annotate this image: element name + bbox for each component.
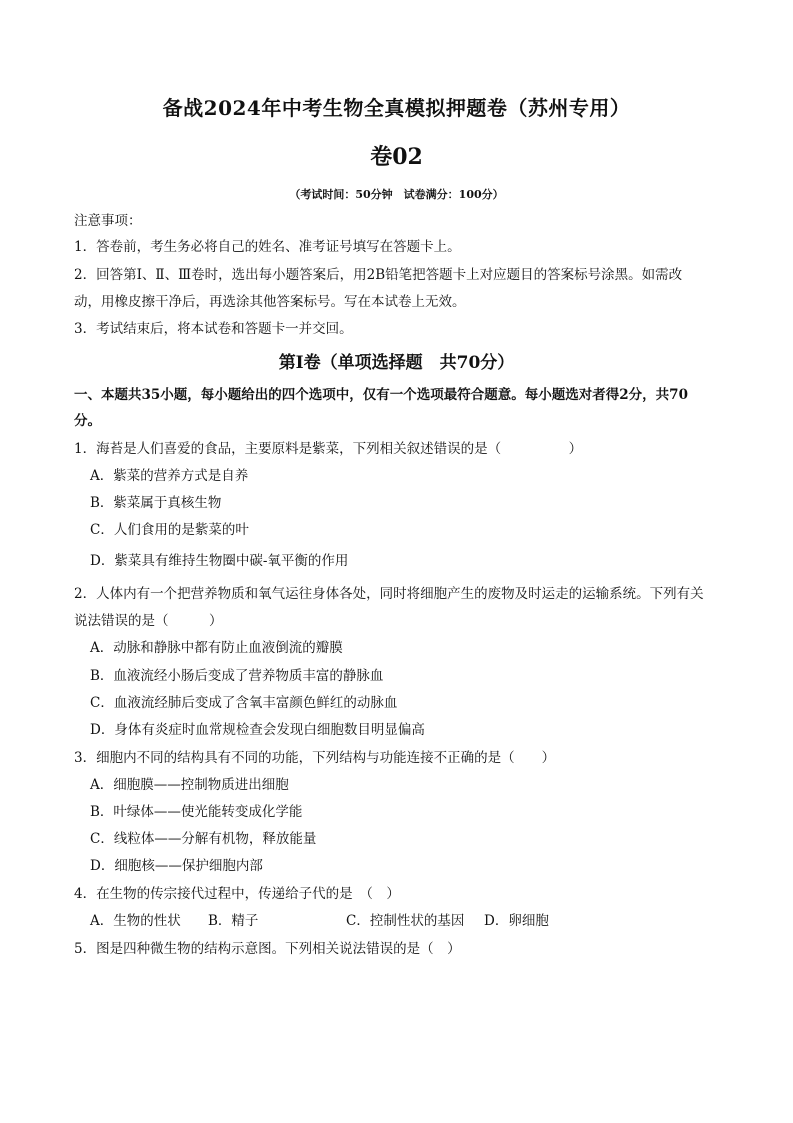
section-instructions: 一、本题共35小题，每小题给出的四个选项中，仅有一个选项最符合题意。每小题选对者得2分，共70: [74, 387, 688, 403]
question-2-option-d: D．身体有炎症时血常规检查会发现白细胞数目明显偏高: [90, 722, 425, 738]
question-1-stem: 1．海苔是人们喜爱的食品，主要原料是紫菜，下列相关叙述错误的是（ ）: [74, 441, 583, 457]
question-1-option-d: D．紫菜具有维持生物圈中碳-氧平衡的作用: [90, 553, 349, 569]
page-title: 备战2024年中考生物全真模拟押题卷（苏州专用）: [162, 96, 631, 120]
question-4-option-d: D．卵细胞: [484, 913, 549, 929]
question-4-option-c: C．控制性状的基因: [346, 913, 465, 929]
question-3-stem: 3．细胞内不同的结构具有不同的功能，下列结构与功能连接不正确的是（ ）: [74, 750, 556, 766]
question-3-option-d: D．细胞核——保护细胞内部: [90, 858, 263, 874]
question-3-option-c: C．线粒体——分解有机物，释放能量: [90, 831, 317, 847]
notes-heading: 注意事项：: [74, 213, 142, 229]
question-3-option-b: B．叶绿体——使光能转变成化学能: [90, 804, 303, 820]
section-title: 第Ⅰ卷（单项选择题 共70分）: [278, 353, 515, 373]
question-5-stem: 5．图是四种微生物的结构示意图。下列相关说法错误的是（ ）: [74, 941, 461, 957]
question-1-option-b: B．紫菜属于真核生物: [90, 495, 222, 511]
page-subtitle: 卷02: [370, 144, 423, 170]
note-item: 1．答卷前，考生务必将自己的姓名、准考证号填写在答题卡上。: [74, 239, 461, 255]
question-4-option-a: A．生物的性状: [90, 913, 181, 929]
question-1-option-a: A．紫菜的营养方式是自养: [90, 468, 249, 484]
question-4-option-b: B．精子: [208, 913, 259, 929]
question-2-option-a: A．动脉和静脉中都有防止血液倒流的瓣膜: [90, 640, 343, 656]
question-2-stem: 说法错误的是（ ）: [74, 613, 223, 629]
note-item: 2．回答第Ⅰ、Ⅱ、Ⅲ卷时，选出每小题答案后，用2B铅笔把答题卡上对应题目的答案标号涂黑。如需改: [74, 267, 683, 283]
question-4-stem: 4．在生物的传宗接代过程中，传递给子代的是 （ ）: [74, 886, 400, 902]
question-1-option-c: C．人们食用的是紫菜的叶: [90, 522, 249, 538]
question-2-stem: 2．人体内有一个把营养物质和氧气运往身体各处，同时将细胞产生的废物及时运走的运输系统。下列有关: [74, 586, 704, 602]
note-item: 动，用橡皮擦干净后，再选涂其他答案标号。写在本试卷上无效。: [74, 294, 466, 310]
note-item: 3．考试结束后，将本试卷和答题卡一并交回。: [74, 321, 353, 337]
question-3-option-a: A．细胞膜——控制物质进出细胞: [90, 777, 289, 793]
exam-info: （考试时间：50分钟 试卷满分：100分）: [289, 188, 504, 201]
question-2-option-b: B．血液流经小肠后变成了营养物质丰富的静脉血: [90, 668, 384, 684]
section-instructions: 分。: [74, 413, 101, 429]
question-2-option-c: C．血液流经肺后变成了含氧丰富颜色鲜红的动脉血: [90, 695, 398, 711]
